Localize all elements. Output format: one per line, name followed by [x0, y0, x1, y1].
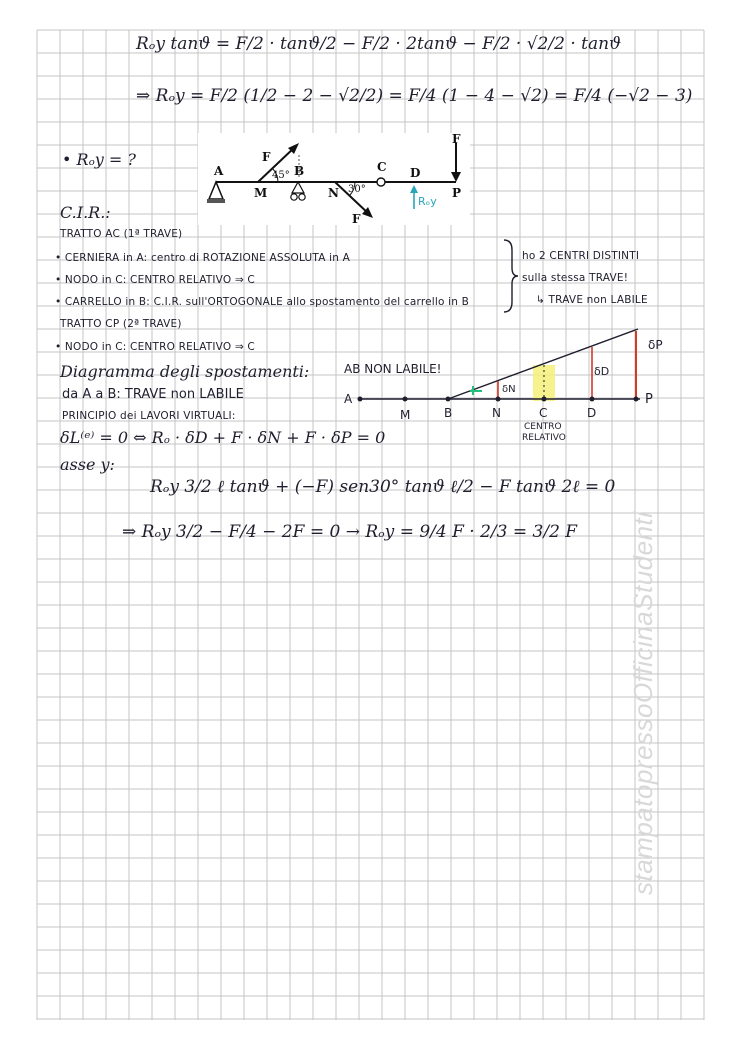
diag-title: AB NON LABILE! — [344, 362, 442, 376]
diag-label-B: B — [444, 406, 453, 420]
diag-label-dN: δN — [502, 384, 516, 395]
diag-label-dP: δP — [648, 338, 663, 352]
label-F-P: F — [452, 133, 461, 146]
brace-note-2: sulla stessa TRAVE! — [522, 272, 629, 284]
diag-relativo: RELATIVO — [522, 433, 566, 443]
label-rdy: Rₒy — [418, 195, 437, 208]
diagramma-heading: Diagramma degli spostamenti: — [60, 362, 310, 381]
equation-y: Rₒy 3/2 ℓ tanϑ + (−F) sen30° tanϑ ℓ/2 − F tanϑ 2ℓ = 0 — [150, 477, 616, 497]
curly-brace-icon — [500, 238, 522, 314]
diag-label-C: C — [539, 406, 548, 420]
displacement-diagram — [330, 325, 710, 450]
label-45: 45° — [272, 170, 290, 181]
rdy-question: • Rₒy = ? — [62, 150, 136, 169]
tratto-cp: TRATTO CP (2ª TRAVE) — [60, 318, 182, 330]
equation-line-1: Rₒy tanϑ = F/2 · tanϑ/2 − F/2 · 2tanϑ − F/2 · √2/2 · tanϑ — [136, 34, 622, 54]
principio: PRINCIPIO dei LAVORI VIRTUALI: — [62, 410, 236, 422]
label-P: P — [452, 186, 462, 200]
diag-centro: CENTRO — [524, 422, 562, 432]
structure-figure — [198, 133, 470, 225]
diag-label-M: M — [400, 408, 411, 422]
roller-support-icon — [292, 182, 304, 193]
cir-heading: C.I.R.: — [60, 203, 111, 222]
label-A: A — [214, 164, 224, 178]
label-M: M — [254, 186, 268, 200]
diag-label-D: D — [587, 406, 597, 420]
asse-y: asse y: — [60, 455, 115, 474]
diag-label-N: N — [492, 406, 501, 420]
da-a-a-b: da A a B: TRAVE non LABILE — [62, 387, 244, 402]
diag-label-dD: δD — [594, 365, 610, 378]
label-F-M: F — [262, 150, 271, 164]
watermark-text: stampatopressoOfficinaStudenti — [628, 511, 658, 895]
result-line: ⇒ Rₒy 3/2 − F/4 − 2F = 0 → Rₒy = 9/4 F · 2/3 = 3/2 F — [122, 522, 578, 542]
nodo-c-line-1: • NODO in C: CENTRO RELATIVO ⇒ C — [55, 274, 255, 286]
label-30: 30° — [348, 184, 366, 195]
brace-note-1: ho 2 CENTRI DISTINTI — [522, 250, 640, 262]
label-D: D — [410, 166, 421, 180]
brace-note-3: ↳ TRAVE non LABILE — [536, 294, 648, 306]
nodo-c-line-2: • NODO in C: CENTRO RELATIVO ⇒ C — [55, 341, 255, 353]
diag-label-P: P — [645, 392, 653, 407]
tratto-ac: TRATTO AC (1ª TRAVE) — [60, 228, 183, 240]
pvl-equation: δL⁽ᵉ⁾ = 0 ⇔ Rₒ · δD + F · δN + F · δP = 0 — [60, 428, 386, 447]
hinge-support-icon — [209, 182, 223, 199]
structure-drawing — [198, 133, 470, 225]
internal-hinge-icon — [377, 178, 385, 186]
label-N: N — [328, 186, 339, 200]
carrello-line: • CARRELLO in B: C.I.R. sull'ORTOGONALE allo spostamento del carrello in B — [55, 296, 470, 308]
label-F-N: F — [352, 212, 361, 225]
label-B: B — [294, 164, 305, 178]
diag-label-A: A — [344, 392, 353, 406]
label-C: C — [377, 160, 387, 174]
cerniera-line: • CERNIERA in A: centro di ROTAZIONE ASSOLUTA in A — [55, 252, 351, 264]
equation-line-2: ⇒ Rₒy = F/2 (1/2 − 2 − √2/2) = F/4 (1 − 4 − √2) = F/4 (−√2 − 3) — [136, 86, 693, 106]
